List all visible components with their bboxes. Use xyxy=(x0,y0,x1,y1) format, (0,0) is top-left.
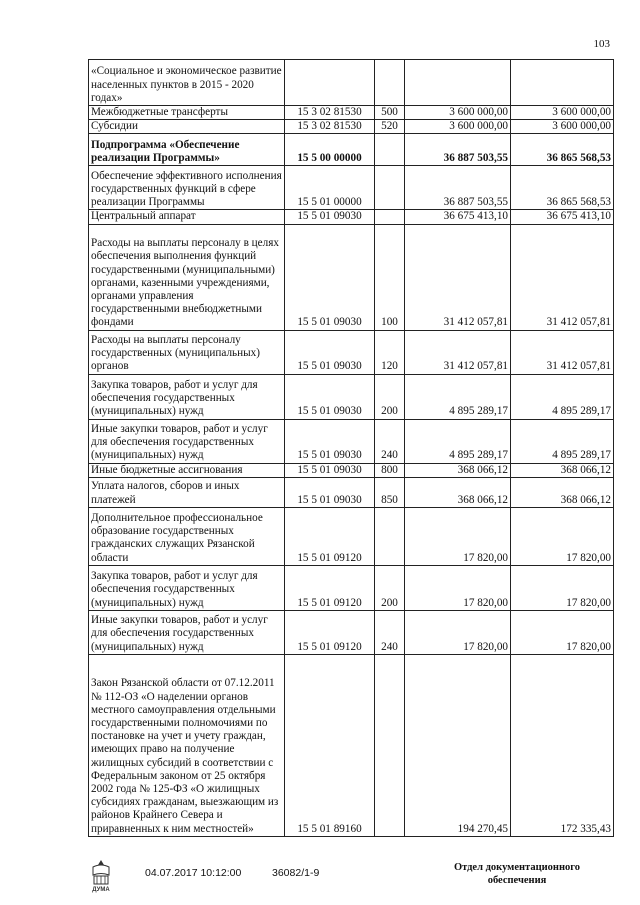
page-number: 103 xyxy=(593,38,610,50)
row-expense-type xyxy=(375,134,405,166)
table-row xyxy=(89,106,614,120)
table-row xyxy=(89,463,614,477)
row-code: 15 5 01 09030 xyxy=(285,463,375,477)
document-number: 36082/1-9 xyxy=(272,867,320,879)
duma-logo-icon xyxy=(88,857,114,893)
row-expense-type: 240 xyxy=(375,419,405,463)
row-sum-1: 36 887 503,55 xyxy=(405,166,511,210)
row-sum-1: 36 675 413,10 xyxy=(405,210,511,224)
row-sum-1: 4 895 289,17 xyxy=(405,419,511,463)
row-code: 15 5 01 09030 xyxy=(285,419,375,463)
row-sum-2: 17 820,00 xyxy=(511,507,614,565)
print-timestamp: 04.07.2017 10:12:00 xyxy=(145,867,242,879)
logo-text: ДУМА xyxy=(92,887,110,893)
row-expense-type: 520 xyxy=(375,120,405,134)
row-sum-1: 36 887 503,55 xyxy=(405,134,511,166)
row-name: Субсидии xyxy=(89,120,285,134)
row-code: 15 5 01 09030 xyxy=(285,210,375,224)
row-name: Подпрограмма «Обеспечение реализации Программы» xyxy=(89,134,285,166)
row-expense-type xyxy=(375,210,405,224)
row-sum-1: 17 820,00 xyxy=(405,565,511,610)
row-name: Иные бюджетные ассигнования xyxy=(89,463,285,477)
row-sum-2: 31 412 057,81 xyxy=(511,330,614,374)
row-name: Расходы на выплаты персоналу в целях обеспечения выполнения функций государственными (муниципальными) органами, казенными учреждениями, органами управления государственными внебюджетными фондами xyxy=(89,224,285,330)
row-code: 15 5 01 09120 xyxy=(285,565,375,610)
row-sum-1: 17 820,00 xyxy=(405,610,511,654)
row-expense-type: 800 xyxy=(375,463,405,477)
row-code: 15 5 01 89160 xyxy=(285,654,375,836)
row-code: 15 5 00 00000 xyxy=(285,134,375,166)
row-code xyxy=(285,60,375,106)
row-code: 15 5 01 09120 xyxy=(285,507,375,565)
row-expense-type: 850 xyxy=(375,477,405,507)
row-name: Межбюджетные трансферты xyxy=(89,106,285,120)
row-expense-type: 100 xyxy=(375,224,405,330)
row-sum-2: 17 820,00 xyxy=(511,565,614,610)
table-row xyxy=(89,477,614,507)
table-row xyxy=(89,224,614,330)
table-row xyxy=(89,610,614,654)
row-code: 15 5 01 00000 xyxy=(285,166,375,210)
table-row xyxy=(89,330,614,374)
row-name: Закупка товаров, работ и услуг для обеспечения государственных (муниципальных) нужд xyxy=(89,565,285,610)
row-code: 15 5 01 09030 xyxy=(285,224,375,330)
row-sum-2: 17 820,00 xyxy=(511,610,614,654)
row-name: Уплата налогов, сборов и иных платежей xyxy=(89,477,285,507)
row-sum-1: 4 895 289,17 xyxy=(405,374,511,419)
row-sum-2: 4 895 289,17 xyxy=(511,419,614,463)
table-row xyxy=(89,507,614,565)
row-name: Центральный аппарат xyxy=(89,210,285,224)
row-sum-2: 3 600 000,00 xyxy=(511,106,614,120)
department-label: Отдел документационного обеспечения xyxy=(453,862,581,886)
table-row xyxy=(89,120,614,134)
row-sum-1: 368 066,12 xyxy=(405,463,511,477)
budget-table xyxy=(88,59,614,837)
row-expense-type: 500 xyxy=(375,106,405,120)
row-expense-type xyxy=(375,654,405,836)
row-code: 15 3 02 81530 xyxy=(285,106,375,120)
table-row xyxy=(89,419,614,463)
row-expense-type xyxy=(375,166,405,210)
table-row xyxy=(89,166,614,210)
row-sum-1: 31 412 057,81 xyxy=(405,224,511,330)
row-sum-1 xyxy=(405,60,511,106)
row-sum-2: 36 865 568,53 xyxy=(511,134,614,166)
page-footer xyxy=(0,855,640,905)
row-name: «Социальное и экономическое развитие населенных пунктов в 2015 - 2020 годах» xyxy=(89,60,285,106)
row-name: Иные закупки товаров, работ и услуг для обеспечения государственных (муниципальных) нужд xyxy=(89,610,285,654)
row-code: 15 5 01 09030 xyxy=(285,330,375,374)
table-row xyxy=(89,374,614,419)
row-code: 15 3 02 81530 xyxy=(285,120,375,134)
row-sum-1: 194 270,45 xyxy=(405,654,511,836)
table-row xyxy=(89,565,614,610)
row-code: 15 5 01 09030 xyxy=(285,374,375,419)
row-name: Иные закупки товаров, работ и услуг для обеспечения государственных (муниципальных) нужд xyxy=(89,419,285,463)
row-code: 15 5 01 09120 xyxy=(285,610,375,654)
table-row xyxy=(89,60,614,106)
row-sum-2: 3 600 000,00 xyxy=(511,120,614,134)
row-name: Дополнительное профессиональное образование государственных гражданских служащих Рязанской области xyxy=(89,507,285,565)
row-expense-type xyxy=(375,60,405,106)
row-name: Обеспечение эффективного исполнения государственных функций в сфере реализации Программы xyxy=(89,166,285,210)
row-sum-1: 3 600 000,00 xyxy=(405,120,511,134)
table-row xyxy=(89,134,614,166)
row-sum-2 xyxy=(511,60,614,106)
row-sum-2: 36 675 413,10 xyxy=(511,210,614,224)
row-sum-2: 36 865 568,53 xyxy=(511,166,614,210)
row-name: Закупка товаров, работ и услуг для обеспечения государственных (муниципальных) нужд xyxy=(89,374,285,419)
row-code: 15 5 01 09030 xyxy=(285,477,375,507)
table-row xyxy=(89,210,614,224)
row-name: Расходы на выплаты персоналу государственных (муниципальных) органов xyxy=(89,330,285,374)
row-sum-2: 31 412 057,81 xyxy=(511,224,614,330)
row-sum-1: 3 600 000,00 xyxy=(405,106,511,120)
table-row xyxy=(89,654,614,836)
row-sum-1: 31 412 057,81 xyxy=(405,330,511,374)
row-sum-2: 368 066,12 xyxy=(511,477,614,507)
row-expense-type: 240 xyxy=(375,610,405,654)
row-expense-type: 200 xyxy=(375,374,405,419)
row-sum-2: 368 066,12 xyxy=(511,463,614,477)
row-name: Закон Рязанской области от 07.12.2011 № 112-ОЗ «О наделении органов местного самоуправления отдельными государственными полномочиями по постановке на учет и учету граждан, имеющих право на получение жилищных субсидий в соответствии с Федеральным законом от 25 октября 2002 года № 125-ФЗ «О жилищных субсидиях гражданам, выезжающим из районов Крайнего Севера и приравненных к ним местностей» xyxy=(89,654,285,836)
row-expense-type: 200 xyxy=(375,565,405,610)
row-expense-type xyxy=(375,507,405,565)
row-sum-2: 172 335,43 xyxy=(511,654,614,836)
row-sum-1: 368 066,12 xyxy=(405,477,511,507)
row-expense-type: 120 xyxy=(375,330,405,374)
row-sum-1: 17 820,00 xyxy=(405,507,511,565)
row-sum-2: 4 895 289,17 xyxy=(511,374,614,419)
